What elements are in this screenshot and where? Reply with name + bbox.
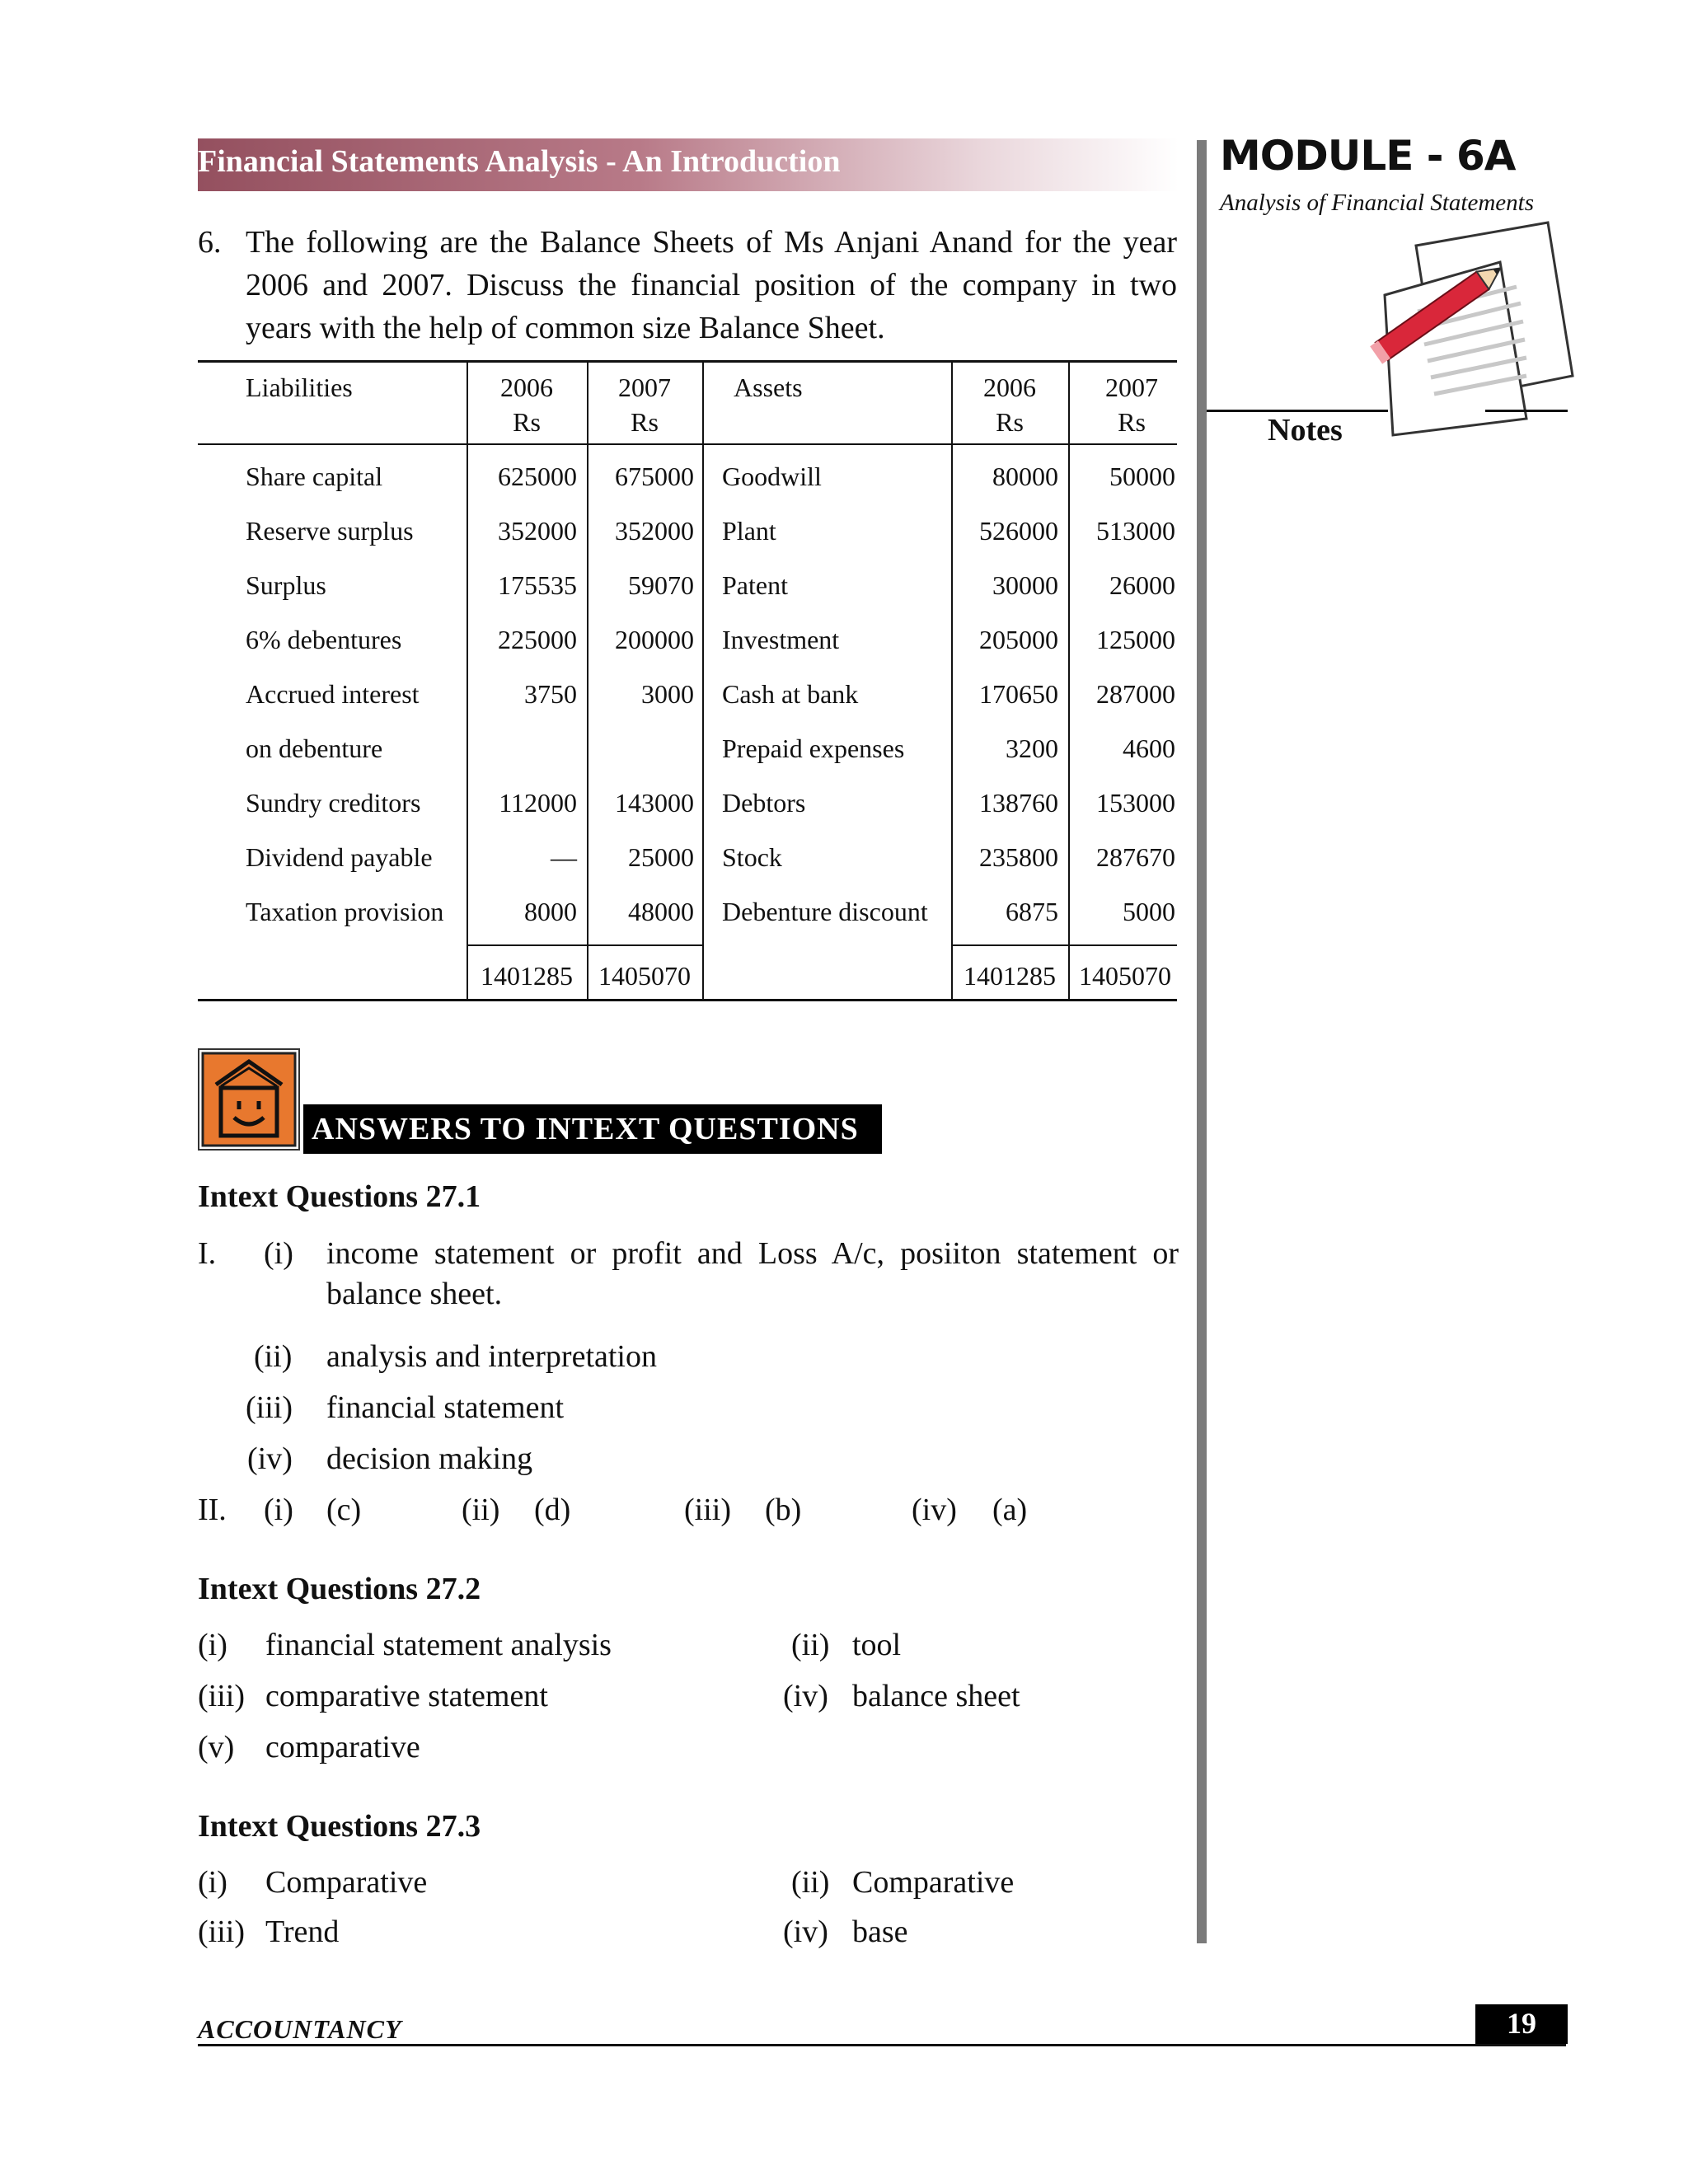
item-number: (iii) bbox=[198, 1915, 245, 1949]
item-number: (i) bbox=[264, 1236, 293, 1271]
table-cell-value: 513000 bbox=[1096, 516, 1175, 546]
header-liabilities: Liabilities bbox=[246, 373, 353, 402]
table-cell-asset: Patent bbox=[722, 570, 788, 600]
answer-text: Comparative bbox=[265, 1865, 428, 1900]
table-cell-asset: Investment bbox=[722, 625, 840, 654]
answer-text: comparative statement bbox=[265, 1679, 548, 1713]
total-rule bbox=[467, 944, 587, 946]
answer-choice: (a) bbox=[992, 1493, 1028, 1527]
table-cell-liability: Taxation provision bbox=[246, 897, 444, 926]
table-cell-value: 205000 bbox=[979, 625, 1058, 654]
table-rule bbox=[198, 360, 1177, 363]
table-cell-value: 175535 bbox=[498, 570, 577, 600]
item-number: (iv) bbox=[783, 1679, 828, 1713]
answer-text: decision making bbox=[326, 1441, 533, 1476]
table-cell-value: 50000 bbox=[1109, 462, 1175, 491]
item-number: (iii) bbox=[684, 1493, 731, 1527]
table-rule bbox=[198, 999, 1177, 1001]
table-cell-value: 153000 bbox=[1096, 788, 1175, 818]
part-label: I. bbox=[198, 1236, 217, 1271]
table-cell-value: 6875 bbox=[1006, 897, 1058, 926]
header-unit: Rs bbox=[631, 407, 659, 437]
item-number: (iv) bbox=[783, 1915, 828, 1949]
answer-text: financial statement bbox=[326, 1390, 565, 1425]
total-rule bbox=[587, 944, 702, 946]
header-2006: 2006 bbox=[500, 373, 553, 402]
item-number: (ii) bbox=[462, 1493, 500, 1527]
module-title: MODULE - 6A bbox=[1220, 132, 1516, 180]
table-cell-liability: on debenture bbox=[246, 733, 383, 763]
table-cell-liability: Sundry creditors bbox=[246, 788, 421, 818]
answer-choice: (b) bbox=[765, 1493, 802, 1527]
header-2007: 2007 bbox=[1105, 373, 1158, 402]
table-cell-value: 235800 bbox=[979, 842, 1058, 872]
item-number: (iv) bbox=[912, 1493, 957, 1527]
answer-text: base bbox=[852, 1915, 908, 1949]
header-unit: Rs bbox=[996, 407, 1024, 437]
item-number: (iii) bbox=[246, 1390, 293, 1425]
table-cell-asset: Stock bbox=[722, 842, 782, 872]
module-subtitle: Analysis of Financial Statements bbox=[1220, 190, 1534, 216]
table-cell-asset: Debenture discount bbox=[722, 897, 928, 926]
answer-text: financial statement analysis bbox=[265, 1628, 612, 1662]
table-column-divider bbox=[702, 360, 704, 1000]
section-heading-27-3: Intext Questions 27.3 bbox=[198, 1809, 481, 1844]
header-2006: 2006 bbox=[983, 373, 1036, 402]
table-cell-value: 352000 bbox=[498, 516, 577, 546]
question-text: The following are the Balance Sheets of Ms Anjani Anand for the year 2006 and 2007. Discuss the financial position of the company in two years with the help of common size Balance Sheet. bbox=[246, 225, 1177, 345]
item-number: (i) bbox=[198, 1865, 227, 1900]
table-total: 1401285 bbox=[964, 961, 1056, 991]
table-cell-value: 200000 bbox=[615, 625, 694, 654]
answers-banner: ANSWERS TO INTEXT QUESTIONS bbox=[303, 1104, 882, 1154]
footer-label: ACCOUNTANCY bbox=[198, 2014, 402, 2044]
table-cell-value: 625000 bbox=[498, 462, 577, 491]
section-heading-27-2: Intext Questions 27.2 bbox=[198, 1572, 481, 1606]
total-rule bbox=[1068, 944, 1177, 946]
table-cell-value: 3750 bbox=[524, 679, 577, 709]
answer-choice: (c) bbox=[326, 1493, 362, 1527]
table-cell-value: — bbox=[551, 842, 577, 872]
sidebar-divider bbox=[1197, 140, 1207, 1943]
table-cell-value: 8000 bbox=[524, 897, 577, 926]
notes-rule bbox=[1485, 410, 1568, 412]
header-unit: Rs bbox=[513, 407, 541, 437]
item-number: (ii) bbox=[791, 1865, 830, 1900]
answer-text: income statement or profit and Loss A/c, posiiton statement or bbox=[326, 1236, 1179, 1271]
table-cell-asset: Debtors bbox=[722, 788, 806, 818]
question-number: 6. bbox=[198, 225, 222, 260]
table-cell-value: 30000 bbox=[992, 570, 1058, 600]
table-cell-liability: Accrued interest bbox=[246, 679, 420, 709]
table-cell-value: 138760 bbox=[979, 788, 1058, 818]
table-cell-value: 225000 bbox=[498, 625, 577, 654]
notes-label: Notes bbox=[1268, 413, 1343, 448]
item-number: (iii) bbox=[198, 1679, 245, 1713]
table-cell-value: 675000 bbox=[615, 462, 694, 491]
table-cell-value: 4600 bbox=[1123, 733, 1175, 763]
table-cell-value: 112000 bbox=[499, 788, 577, 818]
table-cell-liability: 6% debentures bbox=[246, 625, 402, 654]
table-cell-value: 3200 bbox=[1006, 733, 1058, 763]
item-number: (iv) bbox=[247, 1441, 293, 1476]
table-total: 1405070 bbox=[1079, 961, 1171, 991]
answer-text: tool bbox=[852, 1628, 902, 1662]
table-cell-value: 26000 bbox=[1109, 570, 1175, 600]
total-rule bbox=[951, 944, 1068, 946]
answer-text: balance sheet bbox=[852, 1679, 1020, 1713]
item-number: (ii) bbox=[254, 1339, 293, 1374]
item-number: (i) bbox=[264, 1493, 293, 1527]
header-unit: Rs bbox=[1118, 407, 1146, 437]
answer-text: balance sheet. bbox=[326, 1277, 503, 1311]
table-cell-value: 80000 bbox=[992, 462, 1058, 491]
table-cell-value: 3000 bbox=[641, 679, 694, 709]
table-cell-value: 48000 bbox=[628, 897, 694, 926]
table-cell-liability: Share capital bbox=[246, 462, 383, 491]
item-number: (i) bbox=[198, 1628, 227, 1662]
table-cell-asset: Plant bbox=[722, 516, 776, 546]
answer-choice: (d) bbox=[534, 1493, 571, 1527]
part-label: II. bbox=[198, 1493, 227, 1527]
table-cell-value: 143000 bbox=[615, 788, 694, 818]
table-cell-value: 352000 bbox=[615, 516, 694, 546]
page-number: 19 bbox=[1475, 2004, 1568, 2044]
table-cell-value: 170650 bbox=[979, 679, 1058, 709]
answer-text: comparative bbox=[265, 1730, 420, 1765]
table-cell-asset: Cash at bank bbox=[722, 679, 859, 709]
footer-rule bbox=[198, 2044, 1566, 2046]
table-cell-value: 25000 bbox=[628, 842, 694, 872]
item-number: (ii) bbox=[791, 1628, 830, 1662]
answers-house-icon bbox=[198, 1048, 300, 1151]
table-cell-value: 125000 bbox=[1096, 625, 1175, 654]
header-assets: Assets bbox=[734, 373, 803, 402]
table-total: 1401285 bbox=[481, 961, 573, 991]
page-header-title: Financial Statements Analysis - An Introduction bbox=[198, 144, 841, 179]
table-cell-asset: Goodwill bbox=[722, 462, 822, 491]
answer-text: Comparative bbox=[852, 1865, 1015, 1900]
table-cell-value: 287670 bbox=[1096, 842, 1175, 872]
table-cell-value: 287000 bbox=[1096, 679, 1175, 709]
section-heading-27-1: Intext Questions 27.1 bbox=[198, 1179, 481, 1214]
table-cell-liability: Reserve surplus bbox=[246, 516, 414, 546]
item-number: (v) bbox=[198, 1730, 235, 1765]
table-cell-asset: Prepaid expenses bbox=[722, 733, 905, 763]
table-cell-value: 526000 bbox=[979, 516, 1058, 546]
table-cell-value: 59070 bbox=[628, 570, 694, 600]
answer-text: analysis and interpretation bbox=[326, 1339, 657, 1374]
table-total: 1405070 bbox=[598, 961, 691, 991]
table-rule bbox=[198, 443, 1177, 445]
table-cell-value: 5000 bbox=[1123, 897, 1175, 926]
header-2007: 2007 bbox=[618, 373, 671, 402]
answer-text: Trend bbox=[265, 1915, 340, 1949]
table-cell-liability: Dividend payable bbox=[246, 842, 433, 872]
table-cell-liability: Surplus bbox=[246, 570, 326, 600]
notepad-pencil-icon bbox=[1352, 213, 1574, 443]
